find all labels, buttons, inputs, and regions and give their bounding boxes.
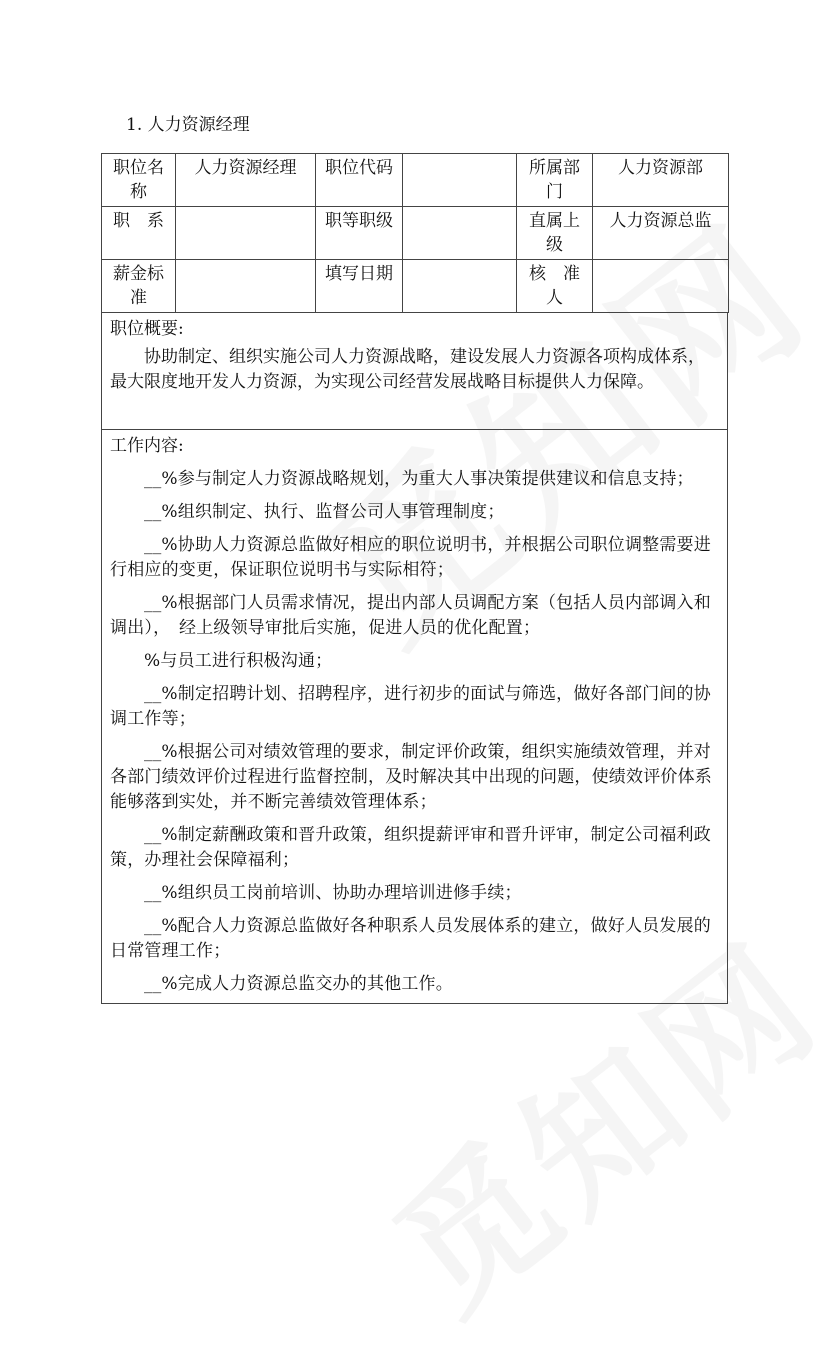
cell-label-department: 所属部门 <box>517 154 593 207</box>
job-duties-section <box>101 430 728 1004</box>
cell-value-position-code <box>403 154 517 207</box>
duty-item: __%组织员工岗前培训、协助办理培训进修手续； <box>144 883 522 903</box>
cell-label-fill-date: 填写日期 <box>316 260 403 313</box>
cell-value-fill-date <box>403 260 517 313</box>
cell-label-direct-supervisor: 直属上级 <box>517 207 593 260</box>
duty-item: __%协助人力资源总监做好相应的职位说明书，并根据公司职位调整需要进行相应的变更，保证职位说明书与实际相符； <box>110 535 711 580</box>
document-heading: 1. 人力资源经理 <box>126 115 250 135</box>
duty-item: __%组织制定、执行、监督公司人事管理制度； <box>144 502 505 522</box>
cell-label-salary-standard: 薪金标准 <box>102 260 176 313</box>
duty-item: __%参与制定人力资源战略规划，为重大人事决策提供建议和信息支持； <box>144 469 694 489</box>
cell-label-approver: 核 准 人 <box>517 260 593 313</box>
duty-item: __%制定薪酬政策和晋升政策，组织提薪评审和晋升评审，制定公司福利政策，办理社会保障福利； <box>110 825 711 870</box>
cell-value-department: 人力资源部 <box>593 154 729 207</box>
duty-item: %与员工进行积极沟通； <box>144 651 333 671</box>
duties-title: 工作内容: <box>110 436 184 456</box>
overview-text: 协助制定、组织实施公司人力资源战略，建设发展人力资源各项构成体系，最大限度地开发人力资源，为实现公司经营发展战略目标提供人力保障。 <box>110 347 705 392</box>
duty-item: __%配合人力资源总监做好各种职系人员发展体系的建立，做好人员发展的日常管理工作； <box>110 916 711 961</box>
cell-label-position-name: 职位名称 <box>102 154 176 207</box>
table-row <box>102 207 729 260</box>
position-overview-section <box>101 313 728 430</box>
duty-item: __%制定招聘计划、招聘程序，进行初步的面试与筛选，做好各部门间的协调工作等； <box>110 684 711 729</box>
duty-item: __%根据部门人员需求情况，提出内部人员调配方案（包括人员内部调入和调出）， 经上级领导审批后实施，促进人员的优化配置； <box>110 593 711 638</box>
cell-label-job-series: 职 系 <box>102 207 176 260</box>
cell-value-direct-supervisor: 人力资源总监 <box>593 207 729 260</box>
position-info-table <box>101 153 729 313</box>
duty-item: __%根据公司对绩效管理的要求，制定评价政策，组织实施绩效管理，并对各部门绩效评价过程进行监督控制，及时解决其中出现的问题，使绩效评价体系能够落到实处，并不断完善绩效管理体系； <box>110 742 712 812</box>
cell-value-approver <box>593 260 729 313</box>
table-row <box>102 260 729 313</box>
table-row <box>102 154 729 207</box>
cell-label-position-code: 职位代码 <box>316 154 403 207</box>
cell-label-grade-level: 职等职级 <box>316 207 403 260</box>
cell-value-position-name: 人力资源经理 <box>176 154 316 207</box>
cell-value-job-series <box>176 207 316 260</box>
duty-item: __%完成人力资源总监交办的其他工作。 <box>144 974 453 994</box>
cell-value-grade-level <box>403 207 517 260</box>
overview-title: 职位概要: <box>110 319 184 339</box>
cell-value-salary-standard <box>176 260 316 313</box>
